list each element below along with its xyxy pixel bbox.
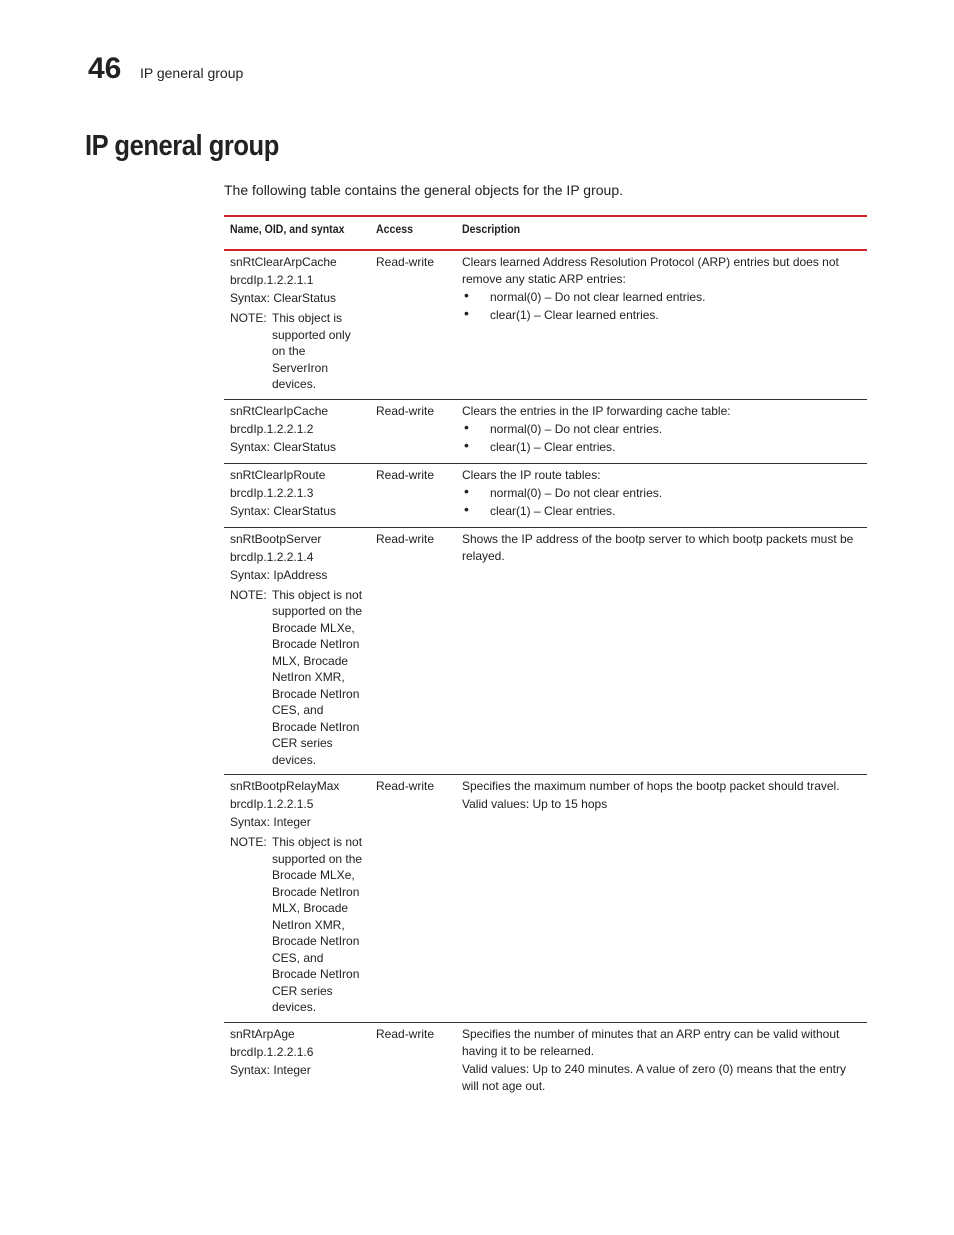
object-oid: brcdIp.1.2.2.1.2 — [230, 421, 314, 436]
table-body — [224, 250, 867, 1102]
description-text: Clears learned Address Resolution Protocol (ARP) entries but does not remove any static ARP entries: — [462, 255, 839, 286]
table-row — [224, 250, 867, 399]
cell-name-oid-syntax — [224, 250, 370, 399]
list-item — [462, 289, 861, 306]
cell-name-oid-syntax — [224, 775, 370, 1023]
cell-access: Read-write — [370, 527, 456, 775]
note-text: This object is not supported on the Brocade MLXe, Brocade NetIron MLX, Brocade NetIron XMR, Brocade NetIron CES, and Brocade NetIron CER series devices. — [272, 835, 363, 1014]
table-row — [224, 775, 867, 1023]
table-header-row — [224, 216, 867, 250]
cell-access: Read-write — [376, 1026, 435, 1041]
note — [230, 310, 364, 393]
list-item — [462, 436, 861, 456]
object-name: snRtArpAge — [230, 1026, 295, 1041]
object-oid: brcdIp.1.2.2.1.6 — [230, 1044, 314, 1059]
bullet-text: clear(1) – Clear learned entries. — [490, 308, 659, 322]
bullet-icon: • — [464, 305, 469, 321]
cell-description — [456, 527, 867, 775]
table-row — [224, 1022, 867, 1102]
list-item — [462, 482, 861, 502]
description-text: Valid values: Up to 15 hops — [462, 797, 608, 811]
object-name: snRtClearArpCache — [230, 255, 337, 269]
description-bullet-list — [462, 418, 861, 456]
bullet-text: clear(1) – Clear entries. — [490, 439, 616, 454]
description-bullet-list — [462, 289, 861, 324]
bullet-text: normal(0) – Do not clear learned entries. — [490, 290, 706, 304]
object-oid: brcdIp.1.2.2.1.1 — [230, 273, 314, 287]
list-item — [462, 418, 861, 438]
description-text: Clears the IP route tables: — [462, 467, 601, 482]
cell-name-oid-syntax — [224, 527, 370, 775]
cell-access: Read-write — [370, 463, 456, 527]
object-oid: brcdIp.1.2.2.1.4 — [230, 549, 314, 564]
intro-text: The following table contains the general objects for the IP group. — [224, 182, 623, 198]
bullet-text: normal(0) – Do not clear entries. — [490, 485, 663, 500]
description-text: Clears the entries in the IP forwarding cache table: — [462, 403, 731, 418]
object-oid: brcdIp.1.2.2.1.5 — [230, 797, 314, 811]
table-row — [224, 399, 867, 463]
cell-access: Read-write — [370, 775, 456, 1023]
note — [230, 834, 364, 1016]
column-header-name: Name, OID, and syntax — [224, 216, 370, 250]
object-syntax: Syntax: ClearStatus — [230, 503, 337, 518]
table-row — [224, 463, 867, 527]
chapter-number: 46 — [88, 52, 122, 85]
object-oid: brcdIp.1.2.2.1.3 — [230, 485, 314, 500]
object-name: snRtClearIpCache — [230, 403, 329, 418]
ip-general-objects-table — [224, 215, 867, 1102]
object-syntax: Syntax: IpAddress — [230, 567, 328, 582]
note-label: NOTE: — [230, 587, 267, 602]
bullet-icon: • — [464, 482, 469, 499]
cell-description — [456, 399, 867, 463]
column-header-access: Access — [370, 216, 456, 250]
cell-access: Read-write — [370, 250, 456, 399]
cell-description — [456, 463, 867, 527]
cell-description — [456, 1022, 867, 1102]
cell-name-oid-syntax — [224, 399, 370, 463]
cell-description — [456, 775, 867, 1023]
note-text: This object is supported only on the ServerIron devices. — [272, 311, 351, 391]
list-item — [462, 307, 861, 324]
column-header-description: Description — [456, 216, 867, 250]
cell-name-oid-syntax — [224, 463, 370, 527]
object-syntax: Syntax: Integer — [230, 1062, 311, 1077]
description-text: Specifies the maximum number of hops the bootp packet should travel. — [462, 779, 840, 793]
bullet-text: clear(1) – Clear entries. — [490, 503, 616, 518]
bullet-icon: • — [464, 418, 469, 435]
description-text: Shows the IP address of the bootp server to which bootp packets must be relayed. — [462, 531, 854, 563]
cell-access: Read-write — [370, 399, 456, 463]
note-label: NOTE: — [230, 835, 267, 849]
object-syntax: Syntax: Integer — [230, 815, 311, 829]
table-row — [224, 527, 867, 775]
bullet-icon: • — [464, 500, 469, 517]
object-name: snRtBootpServer — [230, 531, 322, 546]
description-text: Specifies the number of minutes that an ARP entry can be valid without having it to be relearned. — [462, 1026, 840, 1058]
section-title: IP general group — [85, 130, 279, 162]
object-syntax: Syntax: ClearStatus — [230, 439, 337, 454]
chapter-title: IP general group — [140, 65, 244, 81]
description-text: Valid values: Up to 240 minutes. A value of zero (0) means that the entry will not age out. — [462, 1061, 846, 1093]
list-item — [462, 500, 861, 520]
note-label: NOTE: — [230, 311, 267, 325]
bullet-text: normal(0) – Do not clear entries. — [490, 421, 663, 436]
object-syntax: Syntax: ClearStatus — [230, 291, 337, 305]
note — [230, 587, 364, 769]
cell-name-oid-syntax — [224, 1022, 370, 1102]
object-name: snRtClearIpRoute — [230, 467, 326, 482]
bullet-icon: • — [464, 436, 469, 453]
bullet-icon: • — [464, 287, 469, 303]
description-bullet-list — [462, 482, 861, 520]
cell-description — [456, 250, 867, 399]
object-name: snRtBootpRelayMax — [230, 779, 340, 793]
note-text: This object is not supported on the Brocade MLXe, Brocade NetIron MLX, Brocade NetIron XMR, Brocade NetIron CES, and Brocade NetIron CER series devices. — [272, 587, 363, 767]
